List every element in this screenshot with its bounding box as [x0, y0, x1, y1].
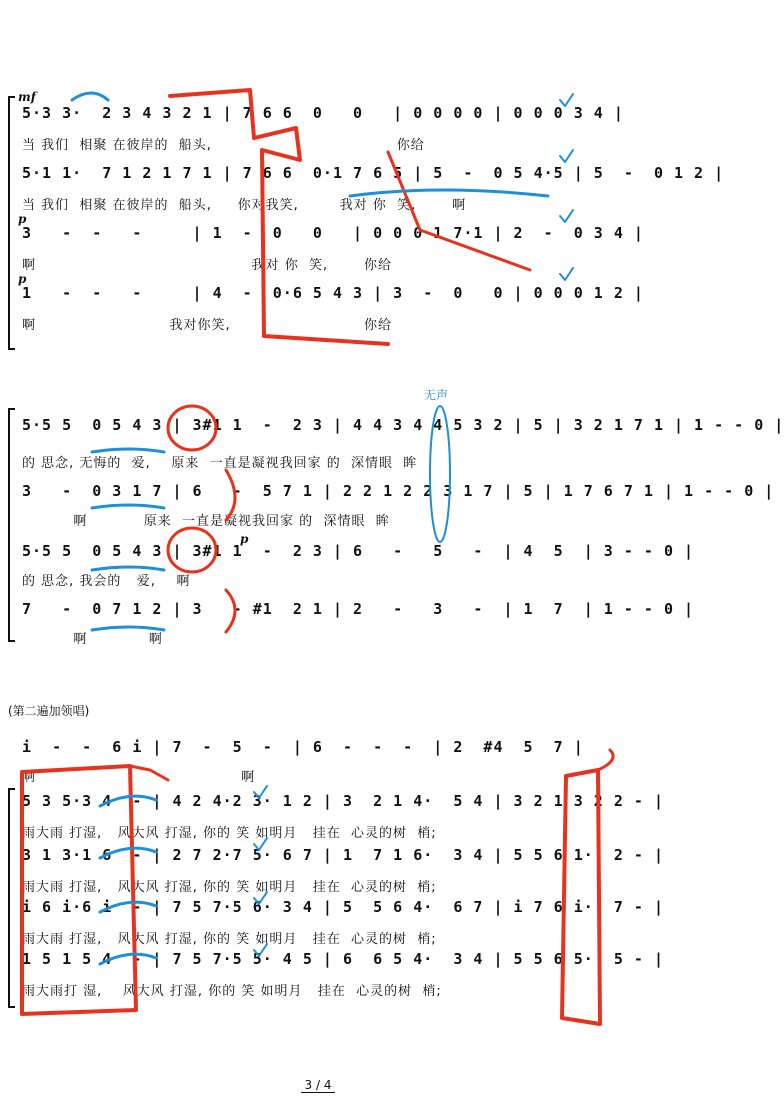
- notation-row: 1 5 1 5 4 - | 7 5 7·5 5· 4 5 | 6 6 5 4· 3 4 | 5 5 6 5· 5 - |: [22, 950, 664, 968]
- notation-row: i 6 i·6 i - | 7 5 7·5 6· 3 4 | 5 5 6 4· 6 7 | i 7 6 i· 7 - |: [22, 898, 664, 916]
- dynamic-mark: p: [18, 212, 27, 226]
- lyrics-row: 啊 啊: [22, 770, 256, 785]
- lyrics-row: 啊 原来 一直是凝视我回家 的 深情眼 眸: [22, 514, 390, 529]
- lyrics-row: 啊 啊: [22, 632, 163, 647]
- section-header: (第二遍加领唱): [8, 704, 90, 718]
- handwritten-annotation: 无声: [424, 388, 449, 402]
- lyrics-row: 雨大雨 打湿, 风大风 打湿, 你的 笑 如明月 挂在 心灵的树 梢;: [22, 826, 437, 841]
- notation-row: 5·3 3· 2 3 4 3 2 1 | 7 6 6 0 0 | 0 0 0 0 | 0 0 0 3 4 |: [22, 104, 624, 122]
- system-brace: [8, 788, 15, 1008]
- notation-row: 5 3 5·3 4 - | 4 2 4·2 3· 1 2 | 3 2 1 4· 5 4 | 3 2 1 3 2 2 - |: [22, 792, 664, 810]
- dynamic-mark: p: [18, 272, 27, 286]
- notation-row: 5·1 1· 7 1 2 1 7 1 | 7 6 6 0·1 7 6 5 | 5 - 0 5 4·5 | 5 - 0 1 2 |: [22, 164, 725, 182]
- lyrics-row: 啊 我对 你 笑, 你给: [22, 258, 393, 273]
- system-brace: [8, 408, 15, 642]
- blue-stroke-mark: [72, 93, 108, 100]
- notation-row: 3 - 0 3 1 7 | 6 - 5 7 1 | 2 2 1 2 2 3 1 7 | 5 | 1 7 6 7 1 | 1 - - 0 |: [22, 482, 775, 500]
- dynamic-mark: p: [240, 532, 249, 546]
- notation-row: 5·5 5 0 5 4 3 | 3#1 1 - 2 3 | 4 4 3 4 4 5 3 2 | 5 | 3 2 1 7 1 | 1 - - 0 |: [22, 416, 784, 434]
- blue-stroke-mark: [92, 505, 164, 508]
- lyrics-row: 当 我们 相聚 在彼岸的 船头, 你对我笑, 我对 你 笑, 啊: [22, 198, 467, 213]
- lyrics-row: 雨大雨 打湿, 风大风 打湿, 你的 笑 如明月 挂在 心灵的树 梢;: [22, 932, 437, 947]
- notation-row: 3 - - - | 1 - 0 0 | 0 0 0 1 7·1 | 2 - 0 3 4 |: [22, 224, 644, 242]
- notation-row: i - - 6 i | 7 - 5 - | 6 - - - | 2 #4 5 7 |: [22, 738, 584, 756]
- lyrics-row: 啊 我对你笑, 你给: [22, 318, 393, 333]
- lyrics-row: 的 思念, 无悔的 爱, 原来 一直是凝视我回家 的 深情眼 眸: [22, 456, 418, 471]
- lyrics-row: 雨大雨 打湿, 风大风 打湿, 你的 笑 如明月 挂在 心灵的树 梢;: [22, 880, 437, 895]
- page-number: 3 / 4: [0, 1078, 636, 1092]
- notation-row: 7 - 0 7 1 2 | 3 - #1 2 1 | 2 - 3 - | 1 7 | 1 - - 0 |: [22, 600, 695, 618]
- lyrics-row: 雨大雨打 湿, 风大风 打湿, 你的 笑 如明月 挂在 心灵的树 梢;: [22, 984, 442, 999]
- system-brace: [8, 96, 15, 350]
- notation-row: 3 1 3·1 6 - | 2 7 2·7 5· 6 7 | 1 7 1 6· 3 4 | 5 5 6 1· 2 - |: [22, 846, 664, 864]
- notation-row: 1 - - - | 4 - 0·6 5 4 3 | 3 - 0 0 | 0 0 0 1 2 |: [22, 284, 644, 302]
- lyrics-row: 当 我们 相聚 在彼岸的 船头, 你给: [22, 138, 425, 153]
- lyrics-row: 的 思念, 我会的 爱, 啊: [22, 574, 191, 589]
- notation-row: 5·5 5 0 5 4 3 | 3#1 1 - 2 3 | 6 - 5 - | 4 5 | 3 - - 0 |: [22, 542, 695, 560]
- dynamic-mark: mf: [18, 90, 36, 104]
